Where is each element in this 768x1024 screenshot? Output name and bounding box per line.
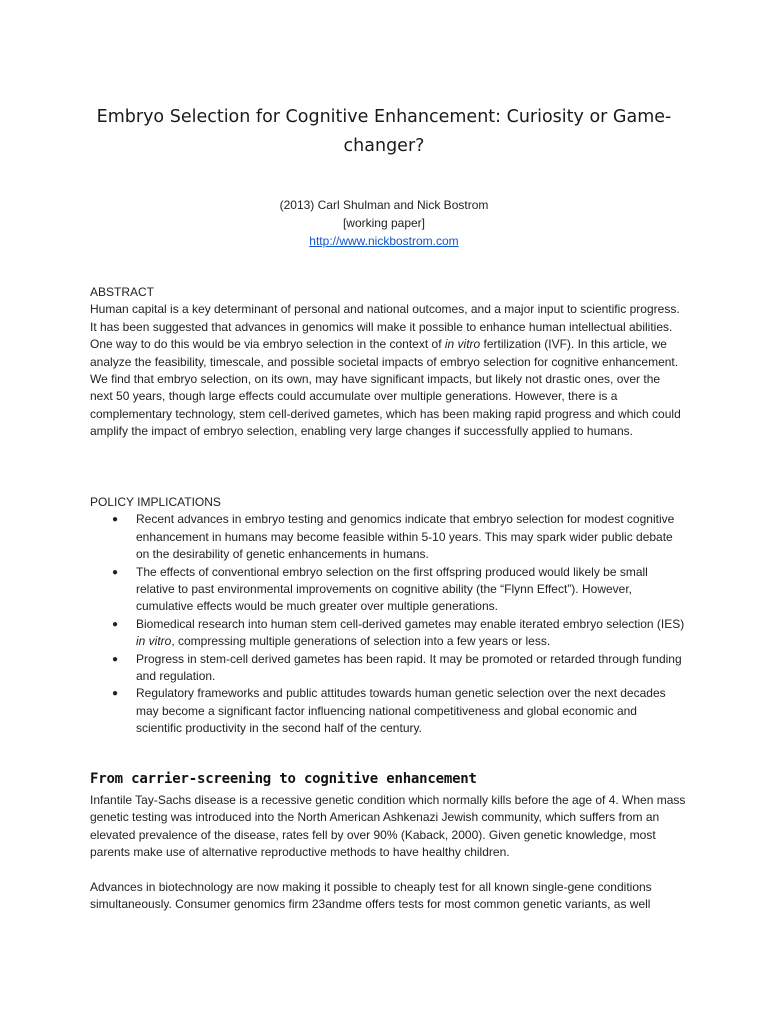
policy-label: POLICY IMPLICATIONS <box>90 495 221 509</box>
policy-list <box>90 511 686 737</box>
list-item: ● The effects of conventional embryo selection on the first offspring produced would likely be small relative to past environmental improvements on cognitive ability (the “Flynn Effect”). However, cumulative effects would be much greater over multiple generations. <box>112 564 648 614</box>
policy-implications-section <box>90 494 686 738</box>
section-paragraph-1: Infantile Tay-Sachs disease is a recessive genetic condition which normally kills before the age of 4. When mass genetic testing was introduced into the North American Ashkenazi Jewish community, which suffers from an elevated prevalence of the disease, rates fell by over 90% (Kaback, 2000). Given genetic knowledge, most parents make use of alternative reproductive methods to have healthy children. <box>90 793 686 860</box>
paper-meta <box>80 196 688 250</box>
in-vitro-italic: in vitro <box>444 337 481 352</box>
website-link[interactable]: http://www.nickbostrom.com <box>309 234 459 248</box>
list-item: ● Regulatory frameworks and public attitudes towards human genetic selection over the next decades may become a significant factor influencing national competitiveness and global economic and scientific productivity in the second half of the century. <box>112 686 666 736</box>
section-paragraph-2: Advances in biotechnology are now making it possible to cheaply test for all known single-gene conditions simultaneously. Consumer genomics firm 23andme offers tests for most common genetic variants, as well <box>90 880 652 912</box>
abstract-section <box>90 284 686 441</box>
bullet-icon: ● <box>112 688 119 700</box>
section-heading: From carrier-screening to cognitive enhancement <box>90 771 477 787</box>
bullet-icon: ● <box>112 566 119 578</box>
bullet-icon: ● <box>112 618 119 630</box>
bullet-icon: ● <box>112 653 119 665</box>
list-item: ● Recent advances in embryo testing and genomics indicate that embryo selection for modest cognitive enhancement in humans may become feasible within 5-10 years. This may spark wider public debate on the desirability of genetic enhancements in humans. <box>112 512 675 562</box>
abstract-label: ABSTRACT <box>90 285 155 299</box>
paper-status: [working paper] <box>342 216 426 230</box>
paper-title: Embryo Selection for Cognitive Enhancement: Curiosity or Game-changer? <box>96 107 672 156</box>
year-authors: (2013) Carl Shulman and Nick Bostrom <box>279 198 489 212</box>
section-body <box>90 792 686 914</box>
list-item: ● Biomedical research into human stem cell-derived gametes may enable iterated embryo selection (IES) in vitro, compressing multiple generations of selection into a few years or less. <box>112 616 685 649</box>
bullet-icon: ● <box>112 514 119 526</box>
abstract-text: Human capital is a key determinant of personal and national outcomes, and a major input to scientific progress. It has been suggested that advances in genomics will make it possible to enhance human intellectual abilities. One way to do this would be via embryo selection in the context of in vitro fertilization (IVF). In this article, we analyze the feasibility, timescale, and possible societal impacts of embryo selection for cognitive enhancement. We find that embryo selection, on its own, may have significant impacts, but likely not drastic ones, over the next 50 years, though large effects could accumulate over multiple generations. However, there is a complementary technology, stem cell-derived gametes, which has been making rapid progress and which could amplify the impact of embryo selection, enabling very large changes if successfully applied to humans. <box>90 302 681 439</box>
list-item: ● Progress in stem-cell derived gametes has been rapid. It may be promoted or retarded through funding and regulation. <box>112 651 682 684</box>
